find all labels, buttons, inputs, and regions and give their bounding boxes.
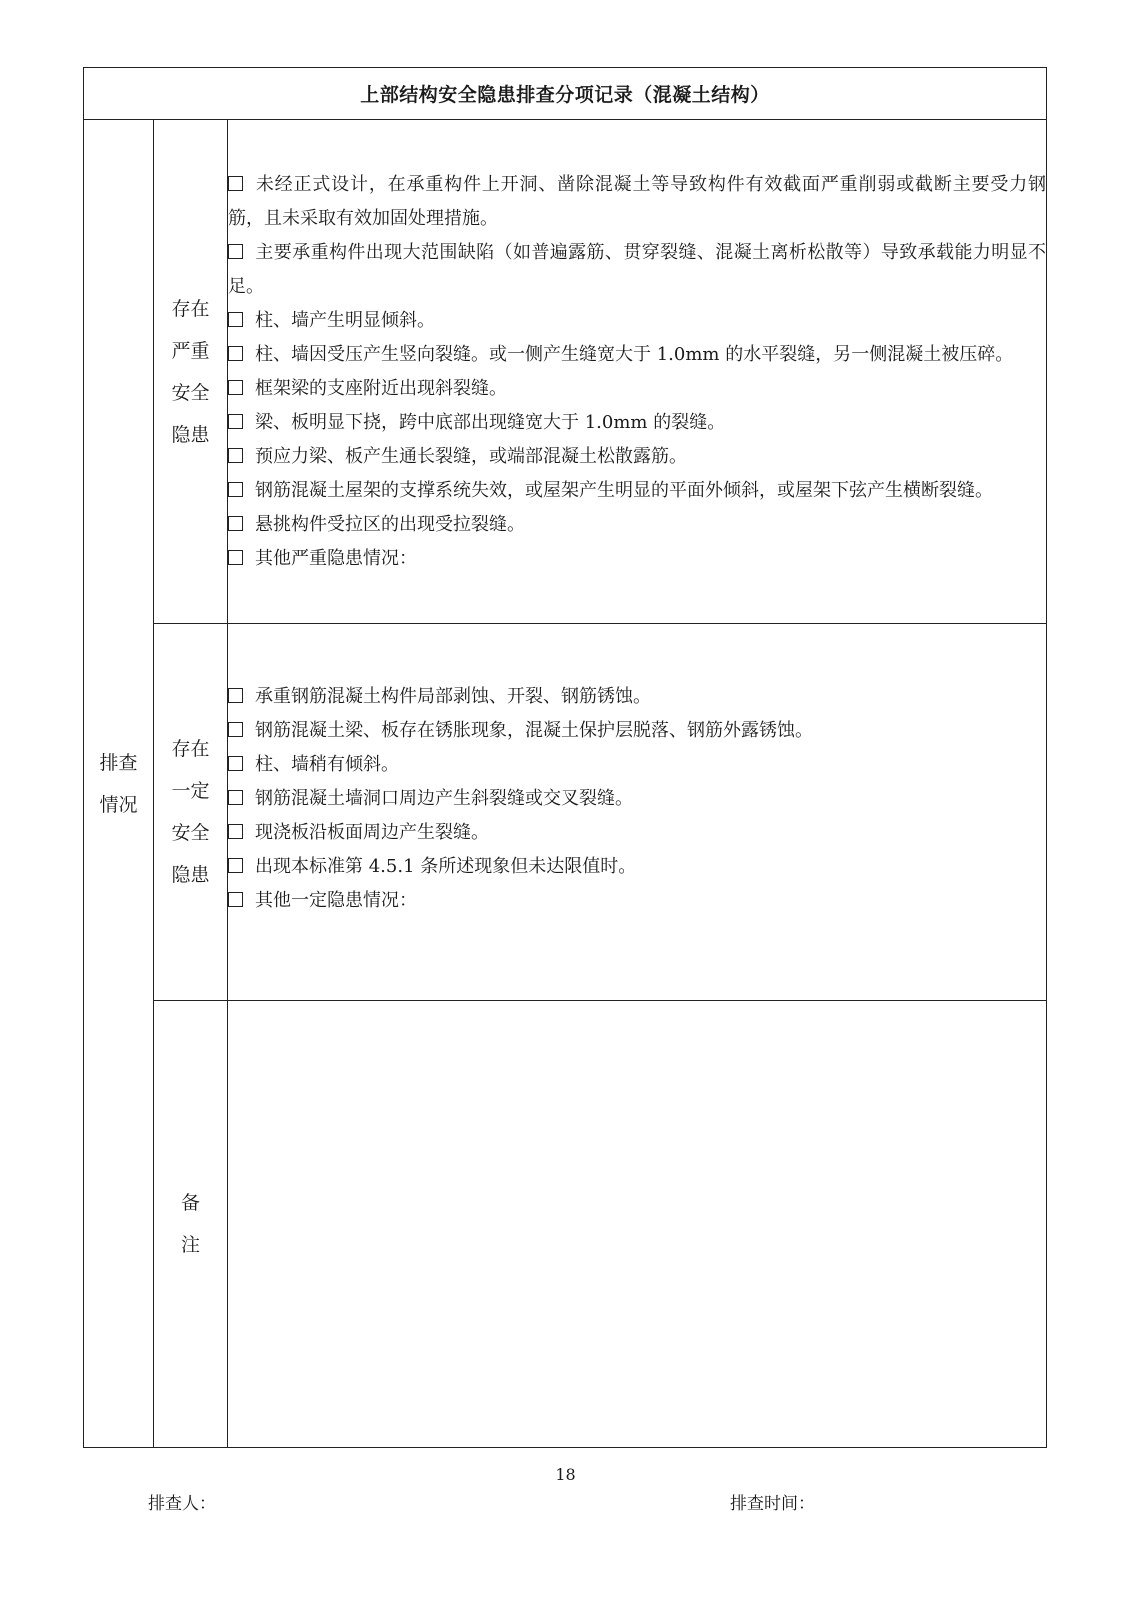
moderate-hazard-label-line: 一定 [171,780,210,802]
serious-hazard-label-line: 存在 [171,297,210,320]
serious-hazard-label-line: 隐患 [171,423,210,446]
item-text: 钢筋混凝土墙洞口周边产生斜裂缝或交叉裂缝。 [255,788,633,809]
serious-hazard-label-line: 严重 [171,339,210,362]
checkbox[interactable] [228,756,243,771]
checkbox[interactable] [228,346,243,361]
serious-hazard-item [228,168,1046,236]
inspection-status-label-line: 排查 [99,751,138,774]
serious-hazard-item [228,406,1046,440]
remarks-label-line: 备 [180,1192,200,1214]
checkbox[interactable] [228,516,243,531]
inspection-status-label [84,120,154,1448]
checkbox[interactable] [228,688,243,703]
item-text: 未经正式设计，在承重构件上开洞、凿除混凝土等导致构件有效截面严重削弱或截断主要受力钢筋，且未采取有效加固处理措施。 [228,173,1047,229]
moderate-hazard-label-line: 安全 [171,822,210,844]
checkbox[interactable] [228,312,243,327]
checkbox[interactable] [228,244,243,259]
checkbox[interactable] [228,448,243,463]
checkbox[interactable] [228,892,243,907]
remarks-label-line: 注 [180,1234,200,1256]
moderate-hazard-item [228,714,1046,748]
serious-hazard-label-line: 安全 [171,381,210,404]
item-text: 现浇板沿板面周边产生裂缝。 [255,822,489,843]
inspection-form-table [83,67,1047,1448]
item-text: 柱、墙产生明显倾斜。 [255,309,435,331]
serious-hazard-items [228,120,1047,624]
form-title: 上部结构安全隐患排查分项记录（混凝土结构） [84,68,1047,120]
item-text: 其他严重隐患情况： [255,547,417,569]
page-number: 18 [555,1465,576,1484]
serious-hazard-item [228,236,1046,304]
checkbox[interactable] [228,380,243,395]
serious-hazard-item [228,440,1046,474]
remarks-label [154,1001,228,1448]
remarks-field[interactable] [228,1001,1047,1448]
serious-hazard-label [154,120,228,624]
moderate-hazard-label-line: 存在 [171,738,210,760]
checkbox[interactable] [228,722,243,737]
item-text: 承重钢筋混凝土构件局部剥蚀、开裂、钢筋锈蚀。 [255,686,651,707]
serious-hazard-item [228,508,1046,542]
item-text: 钢筋混凝土屋架的支撑系统失效，或屋架产生明显的平面外倾斜，或屋架下弦产生横断裂缝。 [255,479,993,501]
checkbox[interactable] [228,414,243,429]
item-text: 主要承重构件出现大范围缺陷（如普遍露筋、贯穿裂缝、混凝土离析松散等）导致承载能力明显不足。 [228,241,1047,297]
inspector-label: 排查人： [148,1494,216,1514]
moderate-hazard-item [228,748,1046,782]
inspection-status-label-line: 情况 [99,793,138,816]
item-text: 其他一定隐患情况： [255,890,417,911]
serious-hazard-item [228,474,1046,508]
checkbox[interactable] [228,824,243,839]
checkbox[interactable] [228,482,243,497]
checkbox[interactable] [228,550,243,565]
item-text: 出现本标准第 4.5.1 条所述现象但未达限值时。 [255,856,637,877]
moderate-hazard-item [228,884,1046,918]
item-text: 柱、墙因受压产生竖向裂缝。或一侧产生缝宽大于 1.0mm 的水平裂缝，另一侧混凝土被压碎。 [255,343,1014,365]
inspection-time-label: 排查时间： [730,1494,815,1514]
moderate-hazard-item [228,782,1046,816]
moderate-hazard-item [228,680,1046,714]
serious-hazard-item [228,372,1046,406]
serious-hazard-item [228,304,1046,338]
moderate-hazard-item [228,850,1046,884]
checkbox[interactable] [228,790,243,805]
item-text: 框架梁的支座附近出现斜裂缝。 [255,377,507,399]
moderate-hazard-label-line: 隐患 [171,864,210,886]
moderate-hazard-item [228,816,1046,850]
item-text: 钢筋混凝土梁、板存在锈胀现象，混凝土保护层脱落、钢筋外露锈蚀。 [255,720,813,741]
item-text: 柱、墙稍有倾斜。 [255,754,399,775]
serious-hazard-item [228,542,1046,576]
checkbox[interactable] [228,176,243,191]
moderate-hazard-items [228,624,1047,1001]
item-text: 梁、板明显下挠，跨中底部出现缝宽大于 1.0mm 的裂缝。 [255,411,726,433]
moderate-hazard-label [154,624,228,1001]
item-text: 悬挑构件受拉区的出现受拉裂缝。 [255,513,525,535]
item-text: 预应力梁、板产生通长裂缝，或端部混凝土松散露筋。 [255,445,687,467]
serious-hazard-item [228,338,1046,372]
checkbox[interactable] [228,858,243,873]
